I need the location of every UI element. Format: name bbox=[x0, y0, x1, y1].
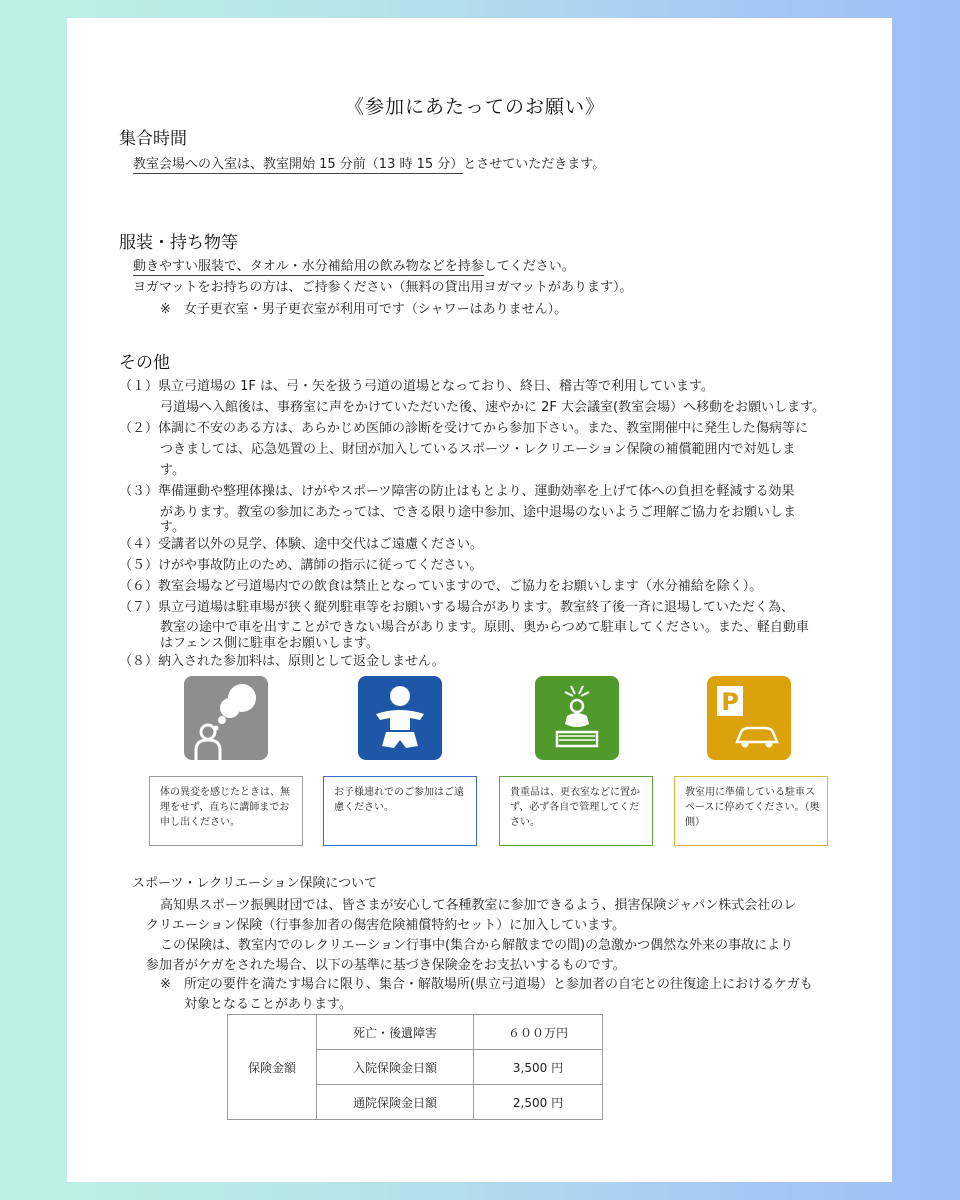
clothing-text-rest: してください。 bbox=[483, 259, 575, 274]
other-line: （７）県立弓道場は駐車場が狭く縦列駐車等をお願いする場合があります。教室終了後一斉に退場していただく為、 bbox=[119, 600, 794, 615]
insurance-line: ※ 所定の要件を満たす場合に限り、集合・解散場所(県立弓道場）と参加者の自宅との往復途上におけるケガも bbox=[160, 977, 813, 992]
caption-sick: 体の異変を感じたときは、無理をせず、直ちに講師までお申し出ください。 bbox=[149, 776, 303, 846]
insurance-line: クリエーション保険（行事参加者の傷害危険補償特約セット）に加入しています。 bbox=[146, 918, 626, 933]
other-line: （６）教室会場など弓道場内での飲食は禁止となっていますので、ご協力をお願いします（水分補給を除く）。 bbox=[119, 579, 763, 594]
time-text-underlined: 教室会場への入室は、教室開始 15 分前（13 時 15 分） bbox=[133, 157, 464, 172]
other-line: があります。教室の参加にあたっては、できる限り途中参加、途中退場のないようご理解ご協力をお願いしま bbox=[160, 505, 796, 520]
table-amount: 3,500 円 bbox=[474, 1050, 603, 1085]
clothing-text-1 bbox=[133, 255, 575, 274]
clothing-text-2: ヨガマットをお持ちの方は、ご持参ください（無料の貸出用ヨガマットがあります）。 bbox=[133, 280, 633, 295]
table-row bbox=[228, 1015, 603, 1050]
valuables-icon bbox=[535, 676, 619, 760]
document-page bbox=[67, 18, 892, 1182]
heading-other: その他 bbox=[119, 353, 170, 373]
other-line: （５）けがや事故防止のため、講師の指示に従ってください。 bbox=[119, 558, 483, 573]
caption-parking: 教室用に準備している駐車スペースに停めてください。（奥側） bbox=[674, 776, 828, 846]
insurance-line: 対象となることがあります。 bbox=[184, 997, 352, 1012]
clothing-note: ※ 女子更衣室・男子更衣室が利用可です（シャワーはありません）。 bbox=[160, 302, 568, 317]
insurance-line: 参加者がケガをされた場合、以下の基準に基づき保険金をお支払いするものです。 bbox=[146, 958, 626, 973]
other-line: （４）受講者以外の見学、体験、途中交代はご遠慮ください。 bbox=[119, 537, 484, 552]
caption-child: お子様連れでのご参加はご遠慮ください。 bbox=[323, 776, 477, 846]
other-line: 弓道場へ入館後は、事務室に声をかけていただいた後、速やかに 2F 大会議室(教室会場）へ移動をお願いします。 bbox=[160, 400, 826, 415]
other-line: はフェンス側に駐車をお願いします。 bbox=[160, 636, 379, 651]
table-amount: 2,500 円 bbox=[474, 1085, 603, 1120]
table-item: 通院保険金日額 bbox=[317, 1085, 474, 1120]
insurance-line: この保険は、教室内でのレクリエーション行事中(集合から解散までの間)の急激かつ偶然な外来の事故により bbox=[160, 938, 794, 953]
time-text-rest: とさせていただきます。 bbox=[463, 157, 606, 172]
child-icon bbox=[358, 676, 442, 760]
caption-valuables: 貴重品は、更衣室などに置かず、必ず各自で管理してください。 bbox=[499, 776, 653, 846]
page-title: 《参加にあたってのお願い》 bbox=[345, 96, 606, 118]
table-amount: ６００万円 bbox=[474, 1015, 603, 1050]
other-line: 教室の途中で車を出すことができない場合があります。原則、奥からつめて駐車してください。また、軽自動車 bbox=[160, 620, 809, 635]
sick-person-icon bbox=[184, 676, 268, 760]
table-item: 死亡・後遺障害 bbox=[317, 1015, 474, 1050]
other-line: （２）体調に不安のある方は、あらかじめ医師の診断を受けてから参加下さい。また、教室開催中に発生した傷病等に bbox=[119, 421, 809, 436]
other-line: す。 bbox=[160, 463, 185, 478]
insurance-line: 高知県スポーツ振興財団では、皆さまが安心して各種教室に参加できるよう、損害保険ジャパン株式会社のレ bbox=[160, 898, 797, 913]
clothing-text-underlined: 動きやすい服装で、タオル・水分補給用の飲み物などを持参 bbox=[133, 259, 484, 274]
heading-clothing: 服装・持ち物等 bbox=[119, 233, 238, 253]
table-label: 保険金額 bbox=[228, 1015, 317, 1120]
table-item: 入院保険金日額 bbox=[317, 1050, 474, 1085]
other-line: す。 bbox=[160, 520, 185, 535]
other-line: つきましては、応急処置の上、財団が加入しているスポーツ・レクリエーション保険の補償範囲内で対処しま bbox=[160, 442, 796, 457]
heading-insurance: スポーツ・レクリエーション保険について bbox=[132, 876, 378, 891]
other-line: （８）納入された参加料は、原則として返金しません。 bbox=[119, 654, 445, 669]
parking-letter: P bbox=[721, 688, 739, 716]
other-line: （３）準備運動や整理体操は、けがやスポーツ障害の防止はもとより、運動効率を上げて体への負担を軽減する効果 bbox=[119, 484, 795, 499]
other-line: （１）県立弓道場の 1F は、弓・矢を扱う弓道の道場となっており、終日、稽古等で利用しています。 bbox=[119, 379, 714, 394]
insurance-table bbox=[227, 1014, 603, 1120]
time-text bbox=[133, 153, 605, 172]
parking-icon bbox=[707, 676, 791, 760]
heading-time: 集合時間 bbox=[119, 129, 187, 149]
